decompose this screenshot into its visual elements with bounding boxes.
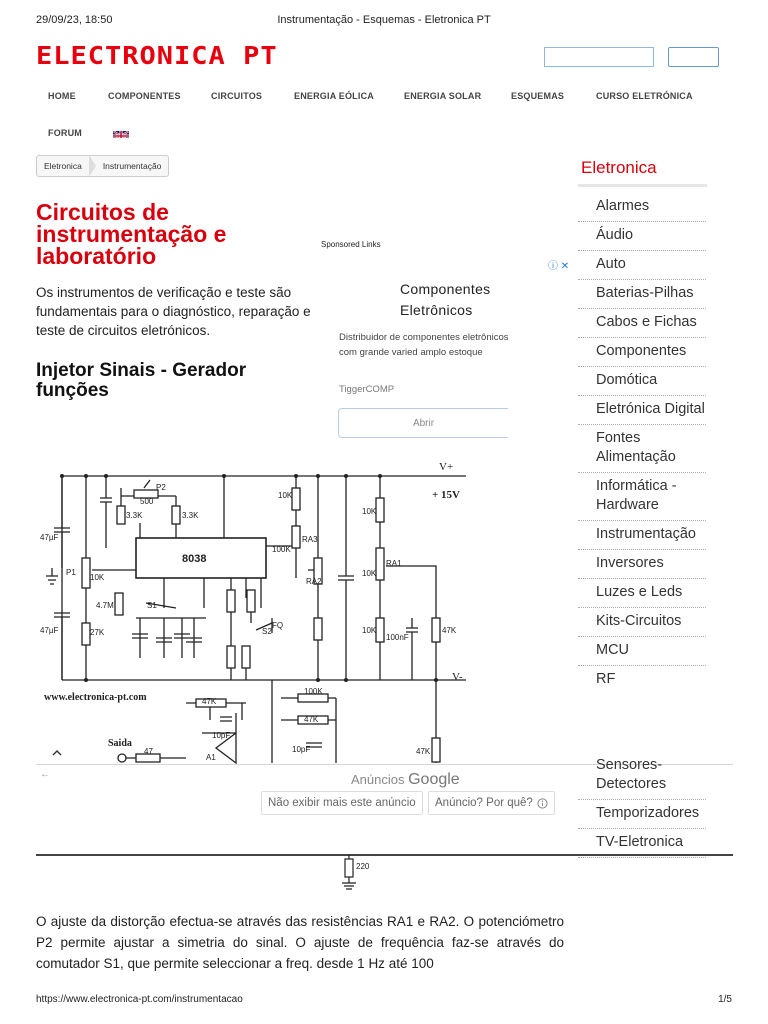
nav-esquemas[interactable]: ESQUEMAS [511,91,565,101]
label-ra2: RA2 [306,577,322,586]
sidebar-item-kits[interactable]: Kits-Circuitos [578,608,706,637]
site-logo[interactable]: ELECTRONICA PT [36,42,278,71]
sidebar-item-eletronica-digital[interactable]: Eletrónica Digital [578,396,706,425]
label-10k-top: 10K [278,491,293,500]
scroll-up-caret-icon[interactable] [52,748,62,758]
label-10k-r3: 10K [362,626,377,635]
nav-energia-eolica[interactable]: ENERGIA EÓLICA [294,91,374,101]
label-47k-fb2: 47K [304,715,319,724]
breadcrumb-item-instrumentacao[interactable]: Instrumentação [102,161,162,171]
label-10k-r2: 10K [362,569,377,578]
back-arrow-icon[interactable]: ← [40,769,50,780]
sidebar-item-luzes[interactable]: Luzes e Leds [578,579,706,608]
search-button[interactable] [668,47,719,67]
sidebar-item-auto[interactable]: Auto [578,251,706,280]
label-100k-h: 100K [304,687,323,696]
sidebar-item-informatica[interactable]: Informática - Hardware [578,473,706,521]
sidebar-category-list [578,193,706,858]
nav-energia-solar[interactable]: ENERGIA SOLAR [404,91,482,101]
nav-componentes[interactable]: COMPONENTES [108,91,181,101]
print-page-number: 1/5 [718,994,732,1005]
label-47: 47 [144,747,153,756]
stop-ad-button[interactable]: Não exibir mais este anúncio [261,791,423,815]
sidebar-item-sensores[interactable]: Sensores-Detectores [578,752,706,800]
sidebar-divider [578,184,707,187]
label-10k-p1: 10K [90,573,105,582]
intro-paragraph: Os instrumentos de verificação e teste são fundamentais para o diagnóstico, reparação e teste de circuitos eletrónicos. [36,285,311,338]
sidebar-title: Eletronica [581,158,657,177]
ad-open-button[interactable]: Abrir [338,408,508,438]
section-title: Injetor Sinais - Gerador funções [36,360,247,401]
sidebar-item-audio[interactable]: Áudio [578,222,706,251]
ads-label [351,771,460,789]
nav-circuitos[interactable]: CIRCUITOS [211,91,263,101]
label-47uf-a: 47µF [40,533,59,542]
label-s2: S2 [262,627,272,636]
nav-home[interactable]: HOME [48,91,76,101]
why-ad-label: Anúncio? Por quê? [435,797,533,809]
ads-label-prefix: Anúncios [351,772,405,787]
label-ra3: RA3 [302,535,318,544]
label-47k-low: 47K [416,747,431,756]
label-47uf-b: 47µF [40,626,59,635]
sidebar-item-instrumentacao[interactable]: Instrumentação [578,521,706,550]
breadcrumb-item-eletronica[interactable]: Eletronica [44,161,82,171]
label-fq: FQ [272,621,284,630]
ad-close-icon[interactable]: ⓘ ✕ [548,261,570,272]
label-220: 220 [356,862,370,871]
info-icon [537,798,548,809]
print-datetime: 29/09/23, 18:50 [36,14,113,26]
sidebar-item-cabos[interactable]: Cabos e Fichas [578,309,706,338]
label-47k-fb: 47K [202,697,217,706]
label-4m7: 4.7M [96,601,114,610]
schematic-ground-fragment [320,855,400,895]
print-doc-title: Instrumentação - Esquemas - Eletronica PT [277,14,491,26]
breadcrumb [36,155,169,177]
label-47k-right: 47K [442,626,457,635]
label-a1: A1 [206,753,216,762]
breadcrumb-separator [89,155,96,177]
label-10pf-a: 10pF [212,731,231,740]
label-27k: 27K [90,628,105,637]
label-10k-r1: 10K [362,507,377,516]
chip-label: 8038 [182,553,207,565]
label-100nf-r: 100nF [386,633,409,642]
ad-title[interactable]: Componentes Eletrônicos [400,281,491,318]
sidebar-item-domotica[interactable]: Domótica [578,367,706,396]
ads-label-brand: Google [408,771,460,788]
body-paragraph: O ajuste da distorção efectua-se através das resistências RA1 e RA2. O potenciómetro P2 permite ajustar a simetria do sinal. O ajuste de frequência faz-se através do comutador S1, que permite seleccionar a freq. desde 1 Hz até 100 [36,914,564,971]
label-100k: 100K [272,545,291,554]
sidebar-item-tv[interactable]: TV-Eletronica [578,829,706,858]
nav-forum[interactable]: FORUM [48,128,82,138]
label-p1: P1 [66,568,76,577]
label-p2: P2 [156,483,166,492]
nav-curso-eletronica[interactable]: CURSO ELETRÓNICA [596,91,693,101]
sidebar-item-inversores[interactable]: Inversores [578,550,706,579]
why-ad-button[interactable] [428,791,555,815]
label-3k3a: 3.3K [126,511,143,520]
label-saida: Saida [108,738,132,749]
sidebar-item-baterias[interactable]: Baterias-Pilhas [578,280,706,309]
label-p2-val: 500 [140,497,154,506]
label-v-minus: V- [452,671,463,683]
function-generator-schematic [36,458,568,768]
sidebar-item-componentes[interactable]: Componentes [578,338,706,367]
ad-brand: TiggerCOMP [339,384,395,395]
search-input[interactable] [544,47,654,67]
label-v-plus: V+ [439,461,454,473]
label-15v: + 15V [432,489,460,501]
label-s1: S1 [147,601,157,610]
schematic-website: www.electronica-pt.com [44,692,147,703]
label-10pf-b: 10pF [292,745,311,754]
sidebar-item-rf[interactable]: RF [596,671,616,687]
sidebar-item-alarmes[interactable]: Alarmes [578,193,706,222]
print-url: https://www.electronica-pt.com/instrumentacao [36,994,243,1005]
label-ra1: RA1 [386,559,402,568]
sidebar-item-mcu[interactable]: MCU [578,637,706,666]
ad-description: Distribuidor de componentes eletrônicos com grande varied amplo estoque [339,332,509,358]
label-3k3b: 3.3K [182,511,199,520]
uk-flag-icon[interactable] [113,128,129,138]
sidebar-item-fontes[interactable]: Fontes Alimentação [578,425,706,473]
sidebar-item-temporizadores[interactable]: Temporizadores [578,800,706,829]
page-title: Circuitos de instrumentação e laboratório [36,199,227,269]
sponsored-label: Sponsored Links [321,240,381,249]
